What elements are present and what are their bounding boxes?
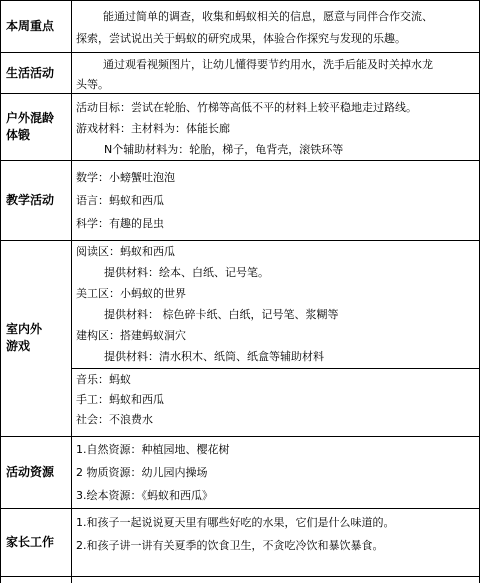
row-label-life: 生活活动 xyxy=(6,65,55,80)
row-divider xyxy=(0,52,480,53)
table-border-left xyxy=(0,0,1,583)
indoor-line: 音乐：蚂蚁 xyxy=(76,373,131,386)
outdoor-line: N个辅助材料为：轮胎，梯子，龟背壳，滚铁环等 xyxy=(104,143,344,156)
teaching-line: 数学：小螃蟹吐泡泡 xyxy=(76,171,175,184)
row-label-focus: 本周重点 xyxy=(6,18,55,33)
resources-line: 2 物质资源：幼儿园内操场 xyxy=(76,466,208,479)
focus-line: 能通过简单的调查，收集和蚂蚁相关的信息，愿意与同伴合作交流、 xyxy=(103,10,433,23)
teaching-line: 语言：蚂蚁和西瓜 xyxy=(76,194,164,207)
indoor-line: 美工区：小蚂蚁的世界 xyxy=(76,287,186,300)
indoor-line: 提供材料： 棕色碎卡纸、白纸，记号笔、浆糊等 xyxy=(104,308,339,321)
parents-line: 1.和孩子一起说说夏天里有哪些好吃的水果，它们是什么味道的。 xyxy=(76,516,395,529)
row-divider xyxy=(71,368,480,369)
indoor-line: 提供材料：绘本、白纸、记号笔。 xyxy=(104,266,269,279)
row-divider xyxy=(0,576,480,577)
resources-line: 1.自然资源：种植园地、樱花树 xyxy=(76,443,230,456)
row-divider xyxy=(0,508,480,509)
teaching-line: 科学：有趣的昆虫 xyxy=(76,217,164,230)
row-label-indoor-line1: 室内外 xyxy=(6,322,43,336)
row-divider xyxy=(0,93,480,94)
table-border-top xyxy=(0,0,480,1)
indoor-line: 社会：不浪费水 xyxy=(76,413,153,426)
indoor-line: 手工：蚂蚁和西瓜 xyxy=(76,393,164,406)
focus-line: 探索，尝试说出关于蚂蚁的研究成果，体验合作探究与发现的乐趣。 xyxy=(76,32,406,45)
row-divider xyxy=(0,436,480,437)
life-line: 通过观看视频图片，让幼儿懂得要节约用水，洗手后能及时关掉水龙 xyxy=(103,58,433,71)
outdoor-line: 活动目标：尝试在轮胎、竹梯等高低不平的材料上较平稳地走过路线。 xyxy=(76,101,417,114)
row-divider xyxy=(0,160,480,161)
resources-line: 3.绘本资源：《蚂蚁和西瓜》 xyxy=(76,489,213,502)
parents-line: 2.和孩子讲一讲有关夏季的饮食卫生，不贪吃冷饮和暴饮暴食。 xyxy=(76,539,384,552)
column-divider xyxy=(71,0,72,583)
indoor-line: 提供材料：清水积木、纸筒、纸盒等辅助材料 xyxy=(104,350,324,363)
row-label-outdoor xyxy=(6,96,68,158)
row-label-teaching: 教学活动 xyxy=(6,193,55,207)
row-label-parents: 家长工作 xyxy=(6,534,55,549)
row-label-outdoor-line2: 体锻 xyxy=(6,128,31,142)
indoor-line: 阅读区：蚂蚁和西瓜 xyxy=(76,245,175,258)
row-divider xyxy=(0,240,480,241)
indoor-line: 建构区：搭建蚂蚁洞穴 xyxy=(76,329,186,342)
life-line: 头等。 xyxy=(76,78,109,91)
outdoor-line: 游戏材料：主材料为：体能长廊 xyxy=(76,122,230,135)
row-label-indoor-line2: 游戏 xyxy=(6,339,31,353)
row-label-outdoor-line1: 户外混龄 xyxy=(6,111,55,125)
row-label-resources: 活动资源 xyxy=(6,465,55,479)
row-label-indoor xyxy=(6,242,68,434)
